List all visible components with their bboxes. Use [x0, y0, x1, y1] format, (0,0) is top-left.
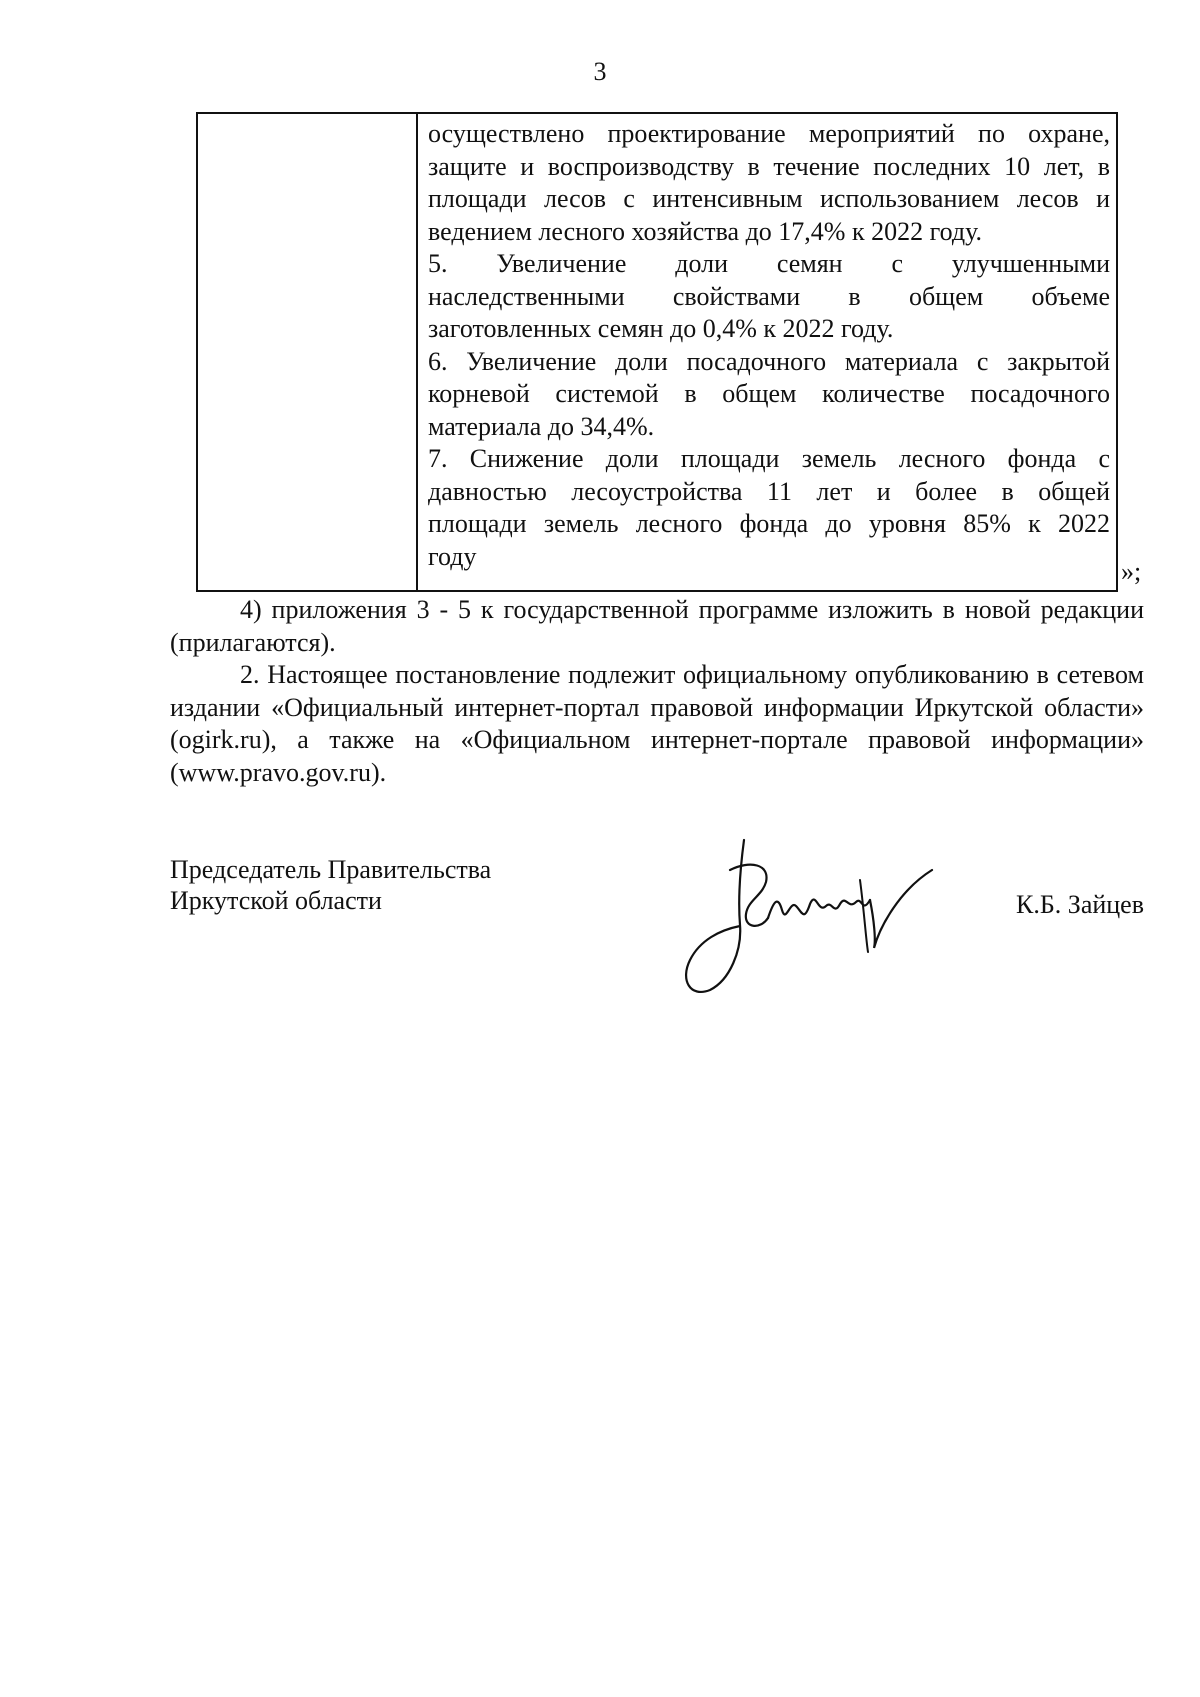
closing-quote: »; — [1121, 557, 1142, 586]
table-line: заготовленных семян до 0,4% к 2022 году. — [428, 314, 894, 343]
handwritten-signature — [670, 830, 950, 1010]
table-line: наследственными свойствами в общем объеме — [428, 281, 1110, 311]
table-left-cell — [198, 114, 418, 590]
body-text — [170, 594, 1144, 789]
table-line: площади лесов с интенсивным использованием лесов и — [428, 184, 1110, 213]
table-line: 6. Увеличение доли посадочного материала с закрытой — [428, 346, 1110, 376]
table-line: площади земель лесного фонда до уровня 85% к 2022 — [428, 509, 1110, 538]
signatory-title-line: Иркутской области — [170, 886, 382, 915]
signatory-title — [170, 854, 491, 916]
signatory-title-line: Председатель Правительства — [170, 855, 492, 884]
targets-table — [196, 112, 1118, 592]
table-line: корневой системой в общем количестве посадочного — [428, 379, 1110, 408]
paragraph-publication: 2. Настоящее постановление подлежит официальному опубликованию в сетевом издании «Официальный интернет-портал правовой информации Иркутской области» (ogirk.ru), а также на «Официальном интернет-портале правовой информации» (www.pravo.gov.ru). — [170, 660, 1144, 787]
table-line: году — [428, 541, 477, 571]
table-line: защите и воспроизводству в течение последних 10 лет, в — [428, 151, 1110, 181]
signer-name: К.Б. Зайцев — [1016, 890, 1144, 919]
page-number: 3 — [593, 57, 607, 86]
paragraph-annexes: 4) приложения 3 - 5 к государственной программе изложить в новой редакции (прилагаются). — [170, 595, 1144, 657]
table-line: ведением лесного хозяйства до 17,4% к 2022 году. — [428, 216, 982, 246]
table-right-cell — [428, 118, 1110, 573]
table-line: 7. Снижение доли площади земель лесного фонда с — [428, 444, 1110, 473]
table-line: 5. Увеличение доли семян с улучшенными — [428, 249, 1110, 278]
table-line: осуществлено проектирование мероприятий по охране, — [428, 119, 1110, 148]
table-line: давностью лесоустройства 11 лет и более в общей — [428, 476, 1110, 506]
table-line: материала до 34,4%. — [428, 411, 655, 441]
